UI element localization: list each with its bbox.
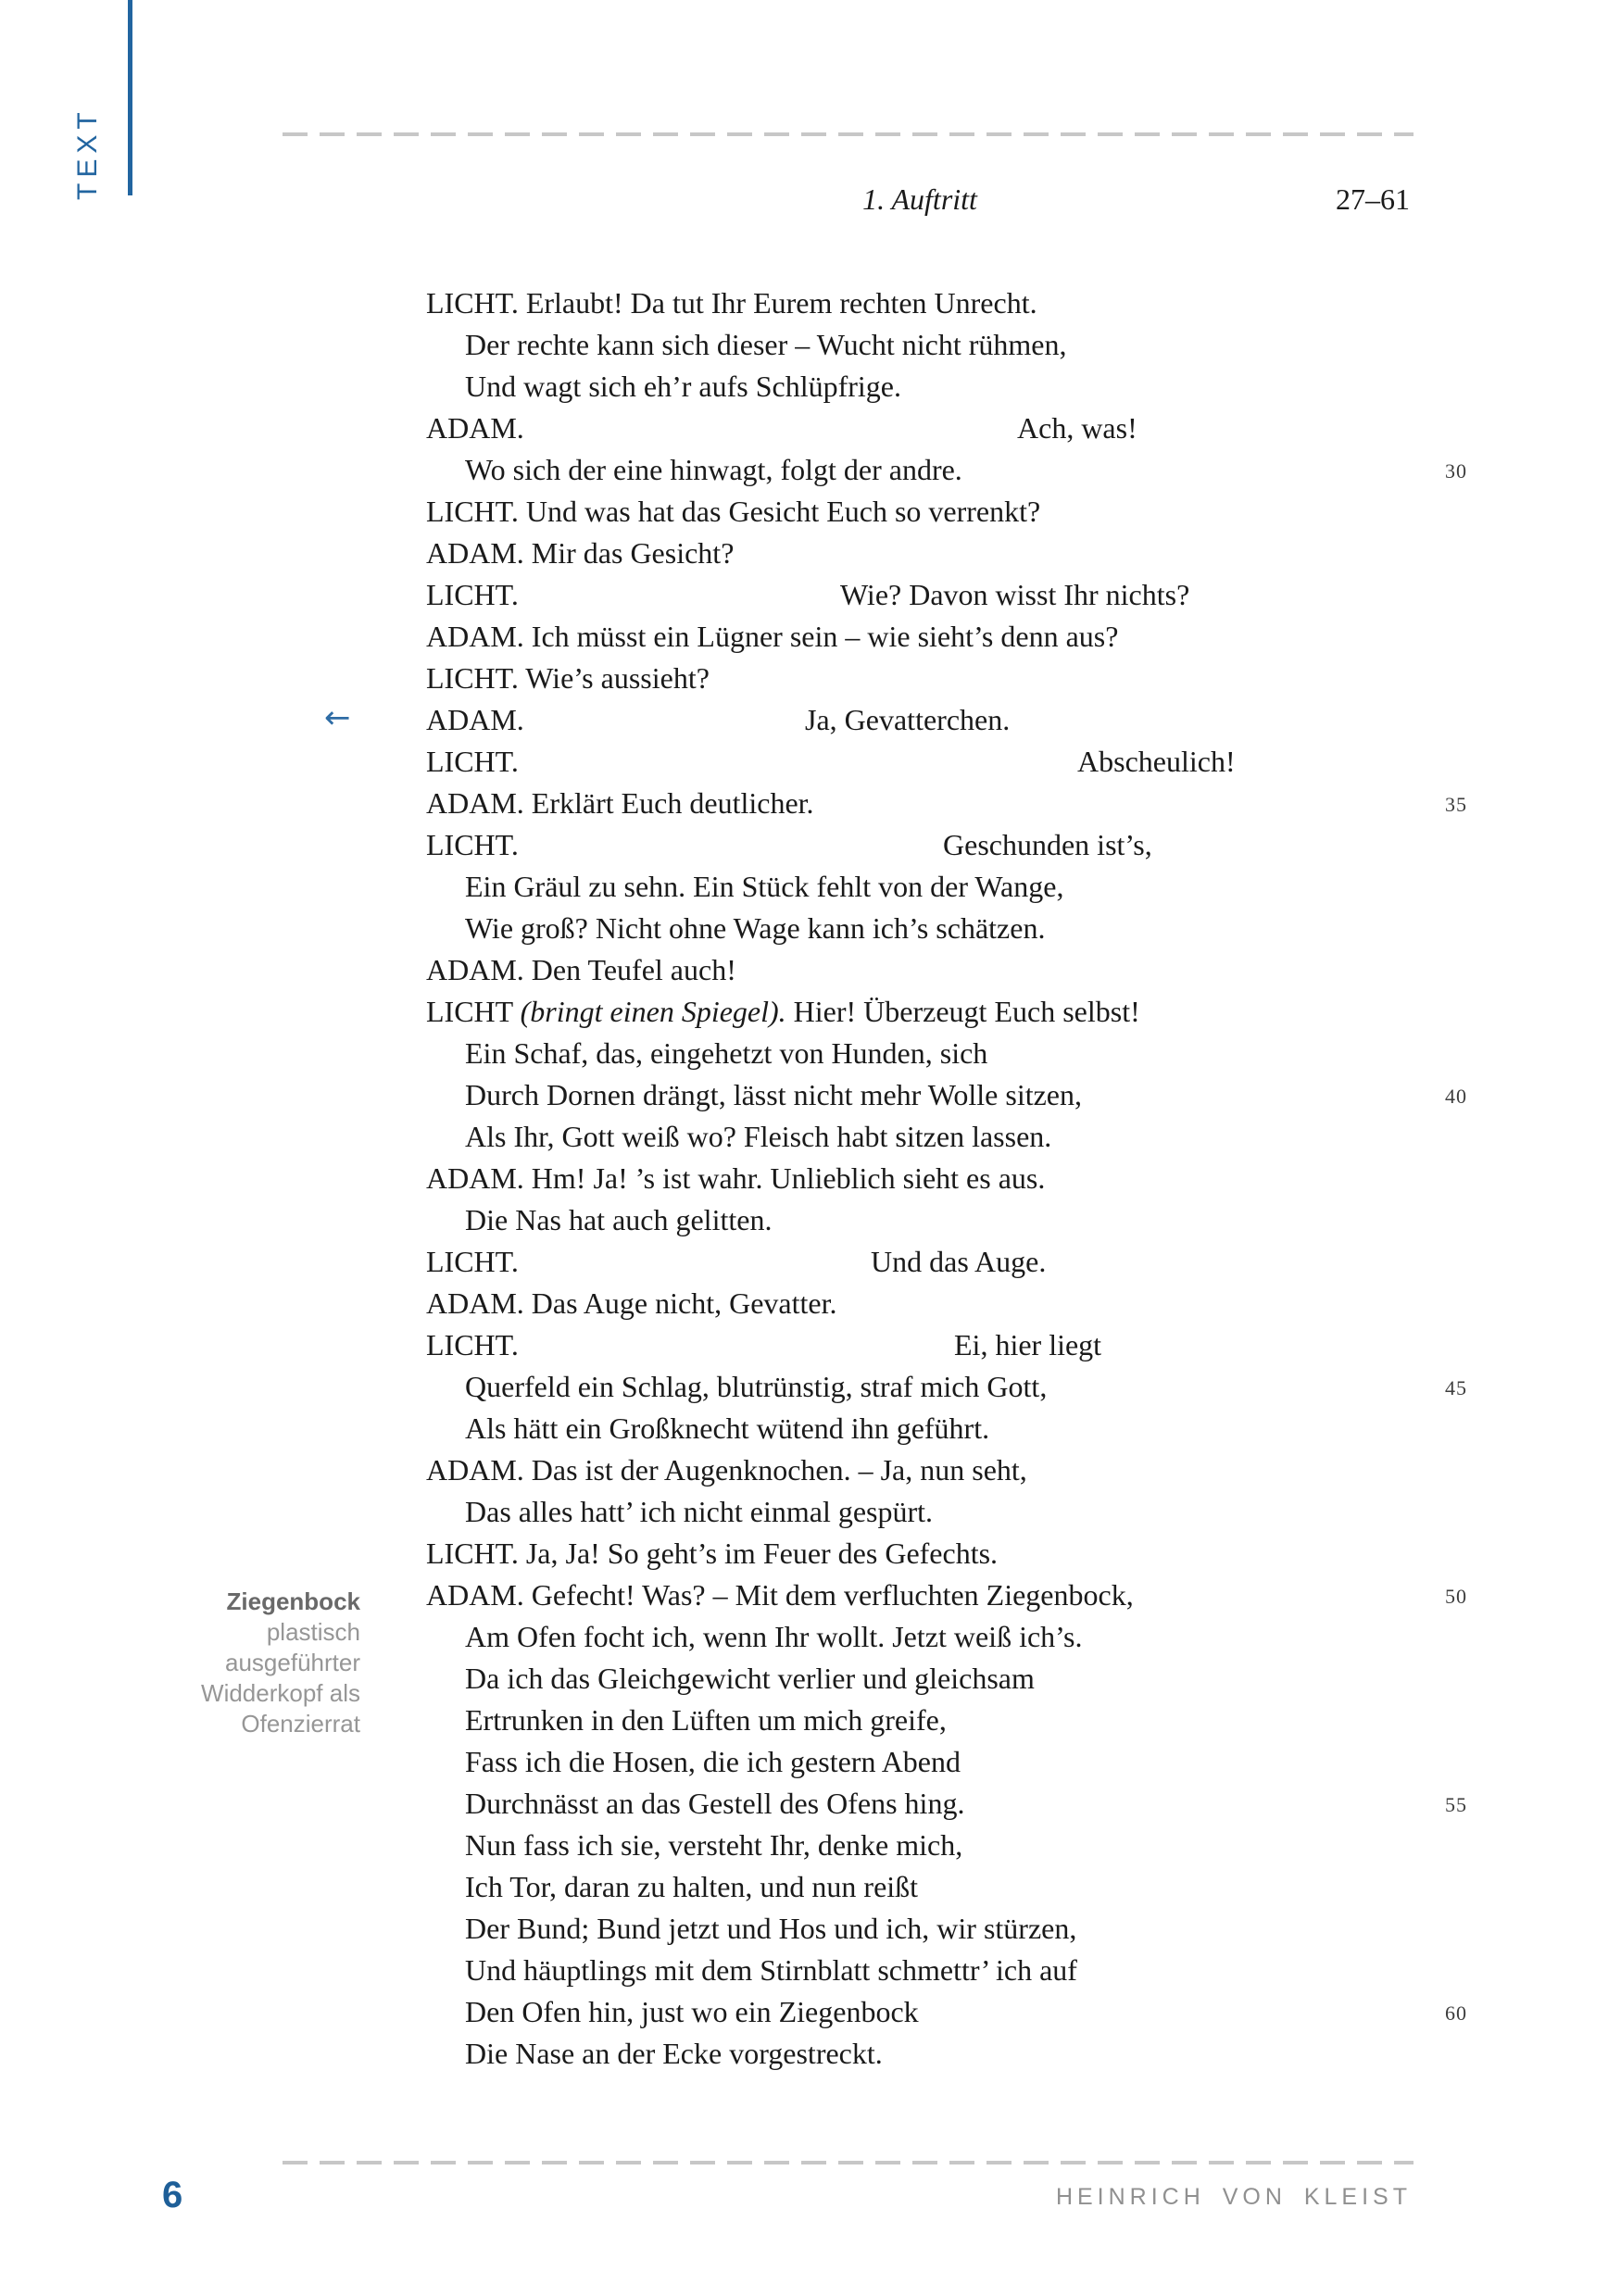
verse-segment: LICHT. — [426, 745, 519, 778]
margin-note — [130, 1587, 360, 1739]
verse-segment: ADAM. Ich müsst ein Lügner sein – wie sieht’s denn aus? — [426, 620, 1119, 653]
verse-line — [426, 408, 1414, 449]
verse-line — [426, 449, 1467, 491]
verse-line-number: 40 — [1445, 1085, 1467, 1108]
verse-segment: Die Nase an der Ecke vorgestreckt. — [465, 2037, 883, 2070]
verse-line — [426, 658, 1414, 699]
verse-segment: LICHT — [426, 995, 521, 1028]
verse-segment: Die Nas hat auch gelitten. — [465, 1203, 773, 1236]
page-header — [426, 182, 1414, 224]
verse-segment: ADAM. Das Auge nicht, Gevatter. — [426, 1286, 837, 1320]
verse-line — [426, 1241, 1414, 1283]
verse-segment: ADAM. — [426, 703, 524, 736]
verse-segment: (bringt einen Spiegel). — [520, 995, 786, 1028]
verse-segment: Durch Dornen drängt, lässt nicht mehr Wolle sitzen, — [465, 1078, 1082, 1111]
verse-segment: Ach, was! — [1017, 411, 1137, 445]
left-arrow-icon: ← — [324, 699, 351, 736]
verse-line — [426, 1449, 1414, 1491]
verse-line — [426, 1950, 1414, 1991]
verse-line — [426, 1491, 1414, 1533]
verse-segment: LICHT. Und was hat das Gesicht Euch so verrenkt? — [426, 495, 1041, 528]
footer-author: HEINRICH VON KLEIST — [1055, 2184, 1412, 2210]
verse-segment: Ich Tor, daran zu halten, und nun reißt — [465, 1870, 919, 1903]
verse-block — [324, 282, 1467, 2075]
sidebar-tab-label: TEXT — [72, 107, 103, 200]
verse-line — [426, 1199, 1414, 1241]
margin-note-term: Ziegenbock — [226, 1587, 360, 1615]
verse-segment: ADAM. Das ist der Augenknochen. – Ja, nun seht, — [426, 1453, 1027, 1487]
verse-segment: LICHT. — [426, 1245, 519, 1278]
verse-line-number: 55 — [1445, 1793, 1467, 1816]
verse-segment: ADAM. Erklärt Euch deutlicher. — [426, 786, 814, 820]
verse-segment: Querfeld ein Schlag, blutrünstig, straf mich Gott, — [465, 1370, 1048, 1403]
verse-line — [426, 1366, 1467, 1408]
verse-segment: Und das Auge. — [871, 1245, 1047, 1278]
verse-segment: Der rechte kann sich dieser – Wucht nicht rühmen, — [465, 328, 1067, 361]
verse-segment: ADAM. Mir das Gesicht? — [426, 536, 735, 570]
verse-line-number: 35 — [1445, 793, 1467, 816]
verse-segment: ADAM. Den Teufel auch! — [426, 953, 736, 986]
verse-segment: Geschunden ist’s, — [943, 828, 1152, 861]
verse-line — [426, 2033, 1414, 2075]
sidebar-rule — [128, 0, 132, 195]
verse-segment: Ertrunken in den Lüften um mich greife, — [465, 1703, 947, 1737]
verse-line — [426, 1116, 1414, 1158]
verse-segment: Ein Gräul zu sehn. Ein Stück fehlt von der Wange, — [465, 870, 1064, 903]
verse-segment: Am Ofen focht ich, wenn Ihr wollt. Jetzt weiß ich’s. — [465, 1620, 1083, 1653]
verse-line — [426, 574, 1414, 616]
page-number: 6 — [162, 2175, 183, 2215]
verse-line — [426, 1783, 1467, 1825]
verse-segment: Ei, hier liegt — [954, 1328, 1102, 1361]
verse-line — [426, 1324, 1414, 1366]
scene-title: 1. Auftritt — [862, 182, 977, 216]
verse-line — [426, 1825, 1414, 1866]
verse-line — [426, 1741, 1414, 1783]
verse-segment: Durchnässt an das Gestell des Ofens hing. — [465, 1787, 965, 1820]
verse-line — [426, 1074, 1467, 1116]
margin-note-line: ausgeführter — [225, 1649, 360, 1676]
verse-line-number: 30 — [1445, 459, 1467, 483]
verse-segment: ADAM. Hm! Ja! ’s ist wahr. Unlieblich sieht es aus. — [426, 1161, 1046, 1195]
margin-note-line: plastisch — [266, 1618, 360, 1646]
verse-line — [426, 1700, 1414, 1741]
margin-note-line: Widderkopf als — [201, 1679, 360, 1707]
verse-line — [426, 1283, 1414, 1324]
verse-segment: LICHT. Wie’s aussieht? — [426, 661, 710, 695]
verse-range: 27–61 — [1336, 182, 1410, 216]
verse-line — [426, 1158, 1414, 1199]
top-dashed-rule — [283, 132, 1414, 136]
verse-segment: ADAM. — [426, 411, 524, 445]
verse-segment: LICHT. — [426, 1328, 519, 1361]
verse-segment: Wo sich der eine hinwagt, folgt der andre. — [465, 453, 962, 486]
verse-line — [426, 1658, 1414, 1700]
verse-segment: Wie? Davon wisst Ihr nichts? — [840, 578, 1190, 611]
verse-line — [426, 533, 1414, 574]
verse-segment: Fass ich die Hosen, die ich gestern Abend — [465, 1745, 961, 1778]
verse-segment: LICHT. — [426, 828, 519, 861]
verse-line — [426, 1616, 1414, 1658]
verse-segment: Ein Schaf, das, eingehetzt von Hunden, sich — [465, 1036, 988, 1070]
verse-line — [426, 1991, 1467, 2033]
margin-note-line: Ofenzierrat — [241, 1710, 360, 1738]
verse-segment: LICHT. Erlaubt! Da tut Ihr Eurem rechten Unrecht. — [426, 286, 1037, 320]
verse-segment: Und häuptlings mit dem Stirnblatt schmettr’ ich auf — [465, 1953, 1077, 1987]
verse-segment: Der Bund; Bund jetzt und Hos und ich, wir stürzen, — [465, 1912, 1077, 1945]
verse-line — [426, 324, 1414, 366]
verse-line — [426, 366, 1414, 408]
verse-line — [426, 1575, 1467, 1616]
verse-line — [426, 908, 1414, 949]
bottom-dashed-rule — [283, 2161, 1414, 2164]
verse-line — [426, 991, 1414, 1033]
verse-line — [426, 1408, 1414, 1449]
verse-line — [426, 949, 1414, 991]
verse-segment: Hier! Überzeugt Euch selbst! — [785, 995, 1140, 1028]
verse-line — [324, 699, 1414, 741]
verse-line — [426, 1866, 1414, 1908]
verse-segment: Da ich das Gleichgewicht verlier und gleichsam — [465, 1662, 1035, 1695]
verse-line — [426, 741, 1414, 783]
verse-segment: Das alles hatt’ ich nicht einmal gespürt. — [465, 1495, 934, 1528]
verse-segment: Ja, Gevatterchen. — [805, 703, 1011, 736]
verse-line — [426, 1908, 1414, 1950]
verse-segment: Abscheulich! — [1077, 745, 1236, 778]
verse-segment: Den Ofen hin, just wo ein Ziegenbock — [465, 1995, 919, 2028]
verse-line-number: 60 — [1445, 2001, 1467, 2025]
verse-line — [426, 491, 1414, 533]
verse-segment: Als Ihr, Gott weiß wo? Fleisch habt sitzen lassen. — [465, 1120, 1052, 1153]
verse-line — [426, 866, 1414, 908]
verse-line — [426, 616, 1414, 658]
verse-line — [426, 824, 1414, 866]
verse-line — [426, 282, 1414, 324]
verse-line — [426, 783, 1467, 824]
verse-segment: Und wagt sich eh’r aufs Schlüpfrige. — [465, 370, 901, 403]
verse-line — [426, 1533, 1414, 1575]
verse-segment: Nun fass ich sie, versteht Ihr, denke mich, — [465, 1828, 963, 1862]
verse-segment: Wie groß? Nicht ohne Wage kann ich’s schätzen. — [465, 911, 1046, 945]
verse-segment: Als hätt ein Großknecht wütend ihn geführt. — [465, 1411, 990, 1445]
verse-segment: LICHT. Ja, Ja! So geht’s im Feuer des Gefechts. — [426, 1537, 999, 1570]
verse-line-number: 45 — [1445, 1376, 1467, 1399]
verse-line-number: 50 — [1445, 1585, 1467, 1608]
verse-segment: LICHT. — [426, 578, 519, 611]
verse-line — [426, 1033, 1414, 1074]
verse-segment: ADAM. Gefecht! Was? – Mit dem verfluchten Ziegenbock, — [426, 1578, 1134, 1612]
